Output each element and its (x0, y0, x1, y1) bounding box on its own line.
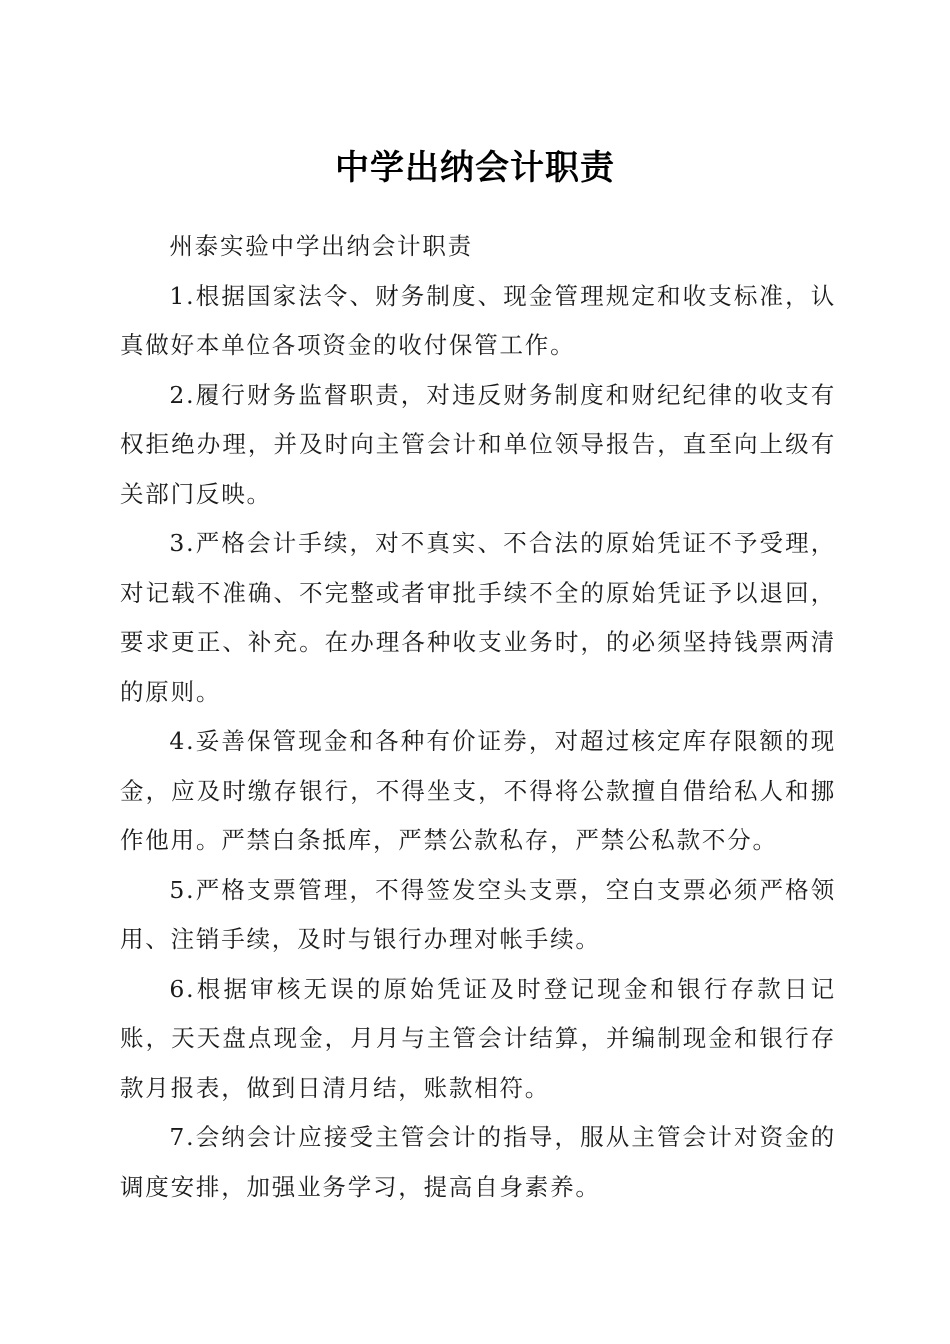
document-body (120, 222, 836, 1212)
duty-paragraph-2: 2.履行财务监督职责，对违反财务制度和财纪纪律的收支有权拒绝办理，并及时向主管会计和单位领导报告，直至向上级有关部门反映。 (120, 380, 836, 508)
duty-paragraph-5: 5.严格支票管理，不得签发空头支票，空白支票必须严格领用、注销手续，及时与银行办理对帐手续。 (120, 875, 836, 953)
duty-paragraph-3: 3.严格会计手续，对不真实、不合法的原始凭证不予受理，对记载不准确、不完整或者审批手续不全的原始凭证予以退回，要求更正、补充。在办理各种收支业务时，的必须坚持钱票两清的原则。 (120, 529, 836, 706)
duty-paragraph-7: 7.会纳会计应接受主管会计的指导，服从主管会计对资金的调度安排，加强业务学习，提高自身素养。 (120, 1123, 836, 1201)
document-subtitle: 州泰实验中学出纳会计职责 (169, 232, 473, 260)
document-title: 中学出纳会计职责 (335, 148, 615, 188)
duty-paragraph-6: 6.根据审核无误的原始凭证及时登记现金和银行存款日记账，天天盘点现金，月月与主管会计结算，并编制现金和银行存款月报表，做到日清月结，账款相符。 (120, 974, 836, 1102)
duty-paragraph-1: 1.根据国家法令、财务制度、现金管理规定和收支标准，认真做好本单位各项资金的收付保管工作。 (120, 281, 836, 359)
duty-paragraph-4: 4.妥善保管现金和各种有价证券，对超过核定库存限额的现金，应及时缴存银行，不得坐支，不得将公款擅自借给私人和挪作他用。严禁白条抵库，严禁公款私存，严禁公私款不分。 (120, 727, 836, 854)
